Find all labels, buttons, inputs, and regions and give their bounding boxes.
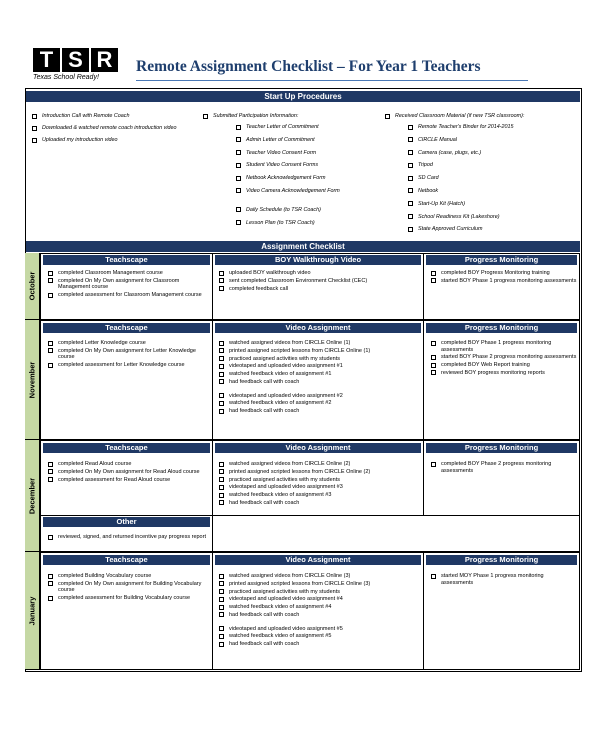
assignment-heading: Assignment Checklist: [26, 241, 580, 252]
startup-item[interactable]: Tripod: [408, 162, 577, 169]
list-item[interactable]: completed On My Own assignment for Read Aloud course: [48, 469, 210, 476]
checkbox[interactable]: [408, 176, 413, 181]
startup-item[interactable]: Student Video Consent Forms: [236, 162, 383, 169]
list-item[interactable]: had feedback call with coach: [219, 379, 421, 386]
checkbox[interactable]: [219, 642, 224, 647]
list-item[interactable]: completed BOY Progress Monitoring training: [431, 270, 577, 277]
checkbox[interactable]: [219, 393, 224, 398]
list-item[interactable]: started BOY Phase 1 progress monitoring assessments: [431, 278, 577, 285]
list-item[interactable]: watched feedback video of assignment #3: [219, 492, 421, 499]
list-item[interactable]: reviewed BOY progress monitoring reports: [431, 370, 577, 377]
list-item[interactable]: watched assigned videos from CIRCLE Online (1): [219, 340, 421, 347]
december-teachscape-list: [48, 461, 210, 484]
checkbox[interactable]: [48, 341, 53, 346]
checkbox[interactable]: [219, 493, 224, 498]
list-item[interactable]: completed assessment for Letter Knowledge course: [48, 362, 210, 369]
startup-item[interactable]: Submitted Participation Information:: [203, 113, 383, 120]
startup-heading: Start Up Procedures: [26, 91, 580, 102]
list-item[interactable]: videotaped and uploaded video assignment #5: [219, 626, 421, 633]
list-item[interactable]: completed assessment for Classroom Management course: [48, 292, 210, 299]
checkbox[interactable]: [219, 348, 224, 353]
november-teachscape-header: Teachscape: [43, 323, 210, 333]
startup-item[interactable]: Introduction Call with Remote Coach: [32, 113, 182, 120]
december-video-list: [219, 461, 421, 508]
checkbox[interactable]: [219, 409, 224, 414]
checkbox[interactable]: [408, 214, 413, 219]
checkbox[interactable]: [48, 477, 53, 482]
startup-item[interactable]: Netbook: [408, 188, 577, 195]
checkbox[interactable]: [408, 163, 413, 168]
checkbox[interactable]: [219, 469, 224, 474]
list-item[interactable]: completed Letter Knowledge course: [48, 340, 210, 347]
checkbox[interactable]: [236, 207, 241, 212]
list-item[interactable]: practiced assigned activities with my students: [219, 356, 421, 363]
checkbox[interactable]: [219, 574, 224, 579]
january-progress-list: [431, 573, 577, 587]
checkbox[interactable]: [431, 462, 436, 467]
list-item[interactable]: watched feedback video of assignment #4: [219, 604, 421, 611]
checkbox[interactable]: [219, 485, 224, 490]
checkbox[interactable]: [408, 201, 413, 206]
list-item[interactable]: videotaped and uploaded video assignment #1: [219, 363, 421, 370]
checkbox[interactable]: [219, 626, 224, 631]
month-december: December: [25, 440, 40, 552]
startup-item[interactable]: Admin Letter of Commitment: [236, 137, 383, 144]
checkbox[interactable]: [219, 364, 224, 369]
checkbox[interactable]: [32, 114, 37, 119]
checkbox[interactable]: [219, 372, 224, 377]
october-progress-list: [431, 270, 577, 286]
checkbox[interactable]: [236, 220, 241, 225]
checkbox[interactable]: [431, 574, 436, 579]
december-progress-list: [431, 461, 577, 475]
october-progress-header: Progress Monitoring: [426, 255, 577, 265]
checkbox[interactable]: [431, 341, 436, 346]
startup-col-1: [32, 113, 182, 144]
startup-item[interactable]: CIRCLE Manual: [408, 137, 577, 144]
checkbox[interactable]: [219, 286, 224, 291]
checkbox[interactable]: [48, 278, 53, 283]
startup-item[interactable]: Teacher Video Consent Form: [236, 150, 383, 157]
list-item[interactable]: had feedback call with coach: [219, 641, 421, 648]
tsr-logo: [33, 48, 119, 81]
list-item[interactable]: printed assigned scripted lessons from CIRCLE Online (1): [219, 348, 421, 355]
list-item[interactable]: completed BOY Web Report training: [431, 362, 577, 369]
logo-letter: R: [91, 48, 118, 72]
month-october: October: [25, 253, 40, 320]
checkbox[interactable]: [48, 596, 53, 601]
checkbox[interactable]: [219, 500, 224, 505]
list-item[interactable]: completed assessment for Building Vocabulary course: [48, 595, 210, 602]
december-video-header: Video Assignment: [215, 443, 421, 453]
checkbox[interactable]: [408, 150, 413, 155]
list-item[interactable]: watched feedback video of assignment #1: [219, 371, 421, 378]
list-item[interactable]: videotaped and uploaded video assignment #4: [219, 596, 421, 603]
checkbox[interactable]: [408, 227, 413, 232]
list-item[interactable]: watched feedback video of assignment #5: [219, 633, 421, 640]
list-item[interactable]: completed On My Own assignment for Building Vocabulary course: [48, 581, 210, 594]
checkbox[interactable]: [219, 589, 224, 594]
list-item[interactable]: videotaped and uploaded video assignment #2: [219, 393, 421, 400]
checkbox[interactable]: [408, 125, 413, 130]
checkbox[interactable]: [236, 176, 241, 181]
startup-item[interactable]: Camera (case, plugs, etc.): [408, 150, 577, 157]
list-item[interactable]: completed Classroom Management course: [48, 270, 210, 277]
december-empty-cell: [212, 515, 580, 552]
checkbox[interactable]: [32, 126, 37, 131]
list-item[interactable]: sent completed Classroom Environment Checklist (CEC): [219, 278, 421, 285]
checkbox[interactable]: [219, 379, 224, 384]
checkbox[interactable]: [236, 150, 241, 155]
november-video-header: Video Assignment: [215, 323, 421, 333]
checkbox[interactable]: [236, 188, 241, 193]
list-item[interactable]: reviewed, signed, and returned incentive pay progress report: [48, 534, 210, 541]
checkbox[interactable]: [219, 462, 224, 467]
list-item[interactable]: completed On My Own assignment for Letter Knowledge course: [48, 348, 210, 361]
startup-item[interactable]: Remote Teacher's Binder for 2014-2015: [408, 124, 577, 131]
logo-letters: [33, 48, 119, 72]
startup-item[interactable]: Uploaded my introduction video: [32, 137, 182, 144]
october-teachscape-list: [48, 270, 210, 300]
november-progress-header: Progress Monitoring: [426, 323, 577, 333]
checkbox[interactable]: [48, 271, 53, 276]
logo-letter: T: [33, 48, 60, 72]
startup-item[interactable]: Daily Schedule (to TSR Coach): [236, 207, 383, 214]
checkbox[interactable]: [48, 348, 53, 353]
checkbox[interactable]: [431, 370, 436, 375]
december-progress-header: Progress Monitoring: [426, 443, 577, 453]
november-progress-list: [431, 340, 577, 378]
startup-item[interactable]: School Readiness Kit (Lakeshore): [408, 214, 577, 221]
checkbox[interactable]: [48, 574, 53, 579]
checkbox[interactable]: [408, 188, 413, 193]
checkbox[interactable]: [431, 363, 436, 368]
checkbox[interactable]: [219, 605, 224, 610]
title-rule: [136, 80, 528, 81]
list-item[interactable]: practiced assigned activities with my students: [219, 477, 421, 484]
startup-item[interactable]: Teacher Letter of Commitment: [236, 124, 383, 131]
list-item[interactable]: completed On My Own assignment for Classroom Management course: [48, 278, 210, 291]
checkbox[interactable]: [431, 355, 436, 360]
startup-col-2: [203, 113, 383, 227]
checkbox[interactable]: [219, 278, 224, 283]
checkbox[interactable]: [48, 293, 53, 298]
checkbox[interactable]: [219, 401, 224, 406]
january-progress-header: Progress Monitoring: [426, 555, 577, 565]
startup-item[interactable]: Received Classroom Material (if new TSR classroom):: [385, 113, 577, 120]
checkbox[interactable]: [219, 634, 224, 639]
list-item[interactable]: watched assigned videos from CIRCLE Online (2): [219, 461, 421, 468]
list-item[interactable]: uploaded BOY walkthrough video: [219, 270, 421, 277]
november-teachscape-list: [48, 340, 210, 370]
startup-col-3: [385, 113, 577, 233]
checkbox[interactable]: [48, 535, 53, 540]
checkbox[interactable]: [48, 581, 53, 586]
january-video-header: Video Assignment: [215, 555, 421, 565]
list-item[interactable]: completed feedback call: [219, 286, 421, 293]
checkbox[interactable]: [219, 581, 224, 586]
november-video-list: [219, 340, 421, 416]
checkbox[interactable]: [219, 612, 224, 617]
checkbox[interactable]: [431, 271, 436, 276]
january-progress-cell: [423, 552, 580, 670]
list-item[interactable]: started MOY Phase 1 progress monitoring assessments: [431, 573, 577, 586]
list-item[interactable]: videotaped and uploaded video assignment #3: [219, 484, 421, 491]
october-video-header: BOY Walkthrough Video: [215, 255, 421, 265]
page-title: Remote Assignment Checklist – For Year 1 Teachers: [136, 58, 481, 75]
list-item[interactable]: had feedback call with coach: [219, 612, 421, 619]
checkbox[interactable]: [219, 597, 224, 602]
checkbox[interactable]: [385, 114, 390, 119]
startup-item[interactable]: SD Card: [408, 175, 577, 182]
october-teachscape-header: Teachscape: [43, 255, 210, 265]
checkbox[interactable]: [236, 125, 241, 130]
january-video-list: [219, 573, 421, 649]
checkbox[interactable]: [219, 271, 224, 276]
checkbox[interactable]: [32, 138, 37, 143]
month-november: November: [25, 320, 40, 440]
startup-item[interactable]: Downloaded & watched remote coach introduction video: [32, 125, 182, 132]
startup-item[interactable]: Netbook Acknowledgement Form: [236, 175, 383, 182]
startup-item[interactable]: Start-Up Kit (Hatch): [408, 201, 577, 208]
list-item[interactable]: completed assessment for Read Aloud course: [48, 477, 210, 484]
checkbox[interactable]: [48, 363, 53, 368]
list-item[interactable]: had feedback call with coach: [219, 500, 421, 507]
checkbox[interactable]: [431, 278, 436, 283]
list-item[interactable]: completed Read Aloud course: [48, 461, 210, 468]
list-item[interactable]: practiced assigned activities with my students: [219, 589, 421, 596]
january-teachscape-header: Teachscape: [43, 555, 210, 565]
startup-item[interactable]: State Approved Curriculum: [408, 226, 577, 233]
october-video-list: [219, 270, 421, 293]
november-teachscape-cell: [40, 320, 213, 440]
checkbox[interactable]: [219, 477, 224, 482]
checkbox[interactable]: [408, 137, 413, 142]
logo-tagline: Texas School Ready!: [33, 74, 99, 81]
checkbox[interactable]: [236, 163, 241, 168]
checkbox[interactable]: [219, 356, 224, 361]
checkbox[interactable]: [203, 114, 208, 119]
january-teachscape-cell: [40, 552, 213, 670]
list-item[interactable]: completed Building Vocabulary course: [48, 573, 210, 580]
january-teachscape-list: [48, 573, 210, 603]
list-item[interactable]: printed assigned scripted lessons from CIRCLE Online (3): [219, 581, 421, 588]
november-progress-cell: [423, 320, 580, 440]
checkbox[interactable]: [219, 341, 224, 346]
checkbox[interactable]: [236, 137, 241, 142]
startup-item[interactable]: Video Camera Acknowledgement Form: [236, 188, 383, 195]
startup-item[interactable]: Lesson Plan (to TSR Coach): [236, 220, 383, 227]
list-item[interactable]: started BOY Phase 2 progress monitoring assessments: [431, 354, 577, 361]
month-january: January: [25, 552, 40, 670]
december-other-list: [48, 534, 210, 542]
list-item[interactable]: completed BOY Phase 1 progress monitoring assessments: [431, 340, 577, 353]
december-teachscape-header: Teachscape: [43, 443, 210, 453]
checkbox[interactable]: [48, 469, 53, 474]
checkbox[interactable]: [48, 462, 53, 467]
logo-letter: S: [62, 48, 89, 72]
list-item[interactable]: watched assigned videos from CIRCLE Online (3): [219, 573, 421, 580]
list-item[interactable]: printed assigned scripted lessons from CIRCLE Online (2): [219, 469, 421, 476]
list-item[interactable]: watched feedback video of assignment #2: [219, 400, 421, 407]
list-item[interactable]: completed BOY Phase 2 progress monitoring assessments: [431, 461, 577, 474]
december-other-header: Other: [43, 517, 210, 527]
list-item[interactable]: had feedback call with coach: [219, 408, 421, 415]
